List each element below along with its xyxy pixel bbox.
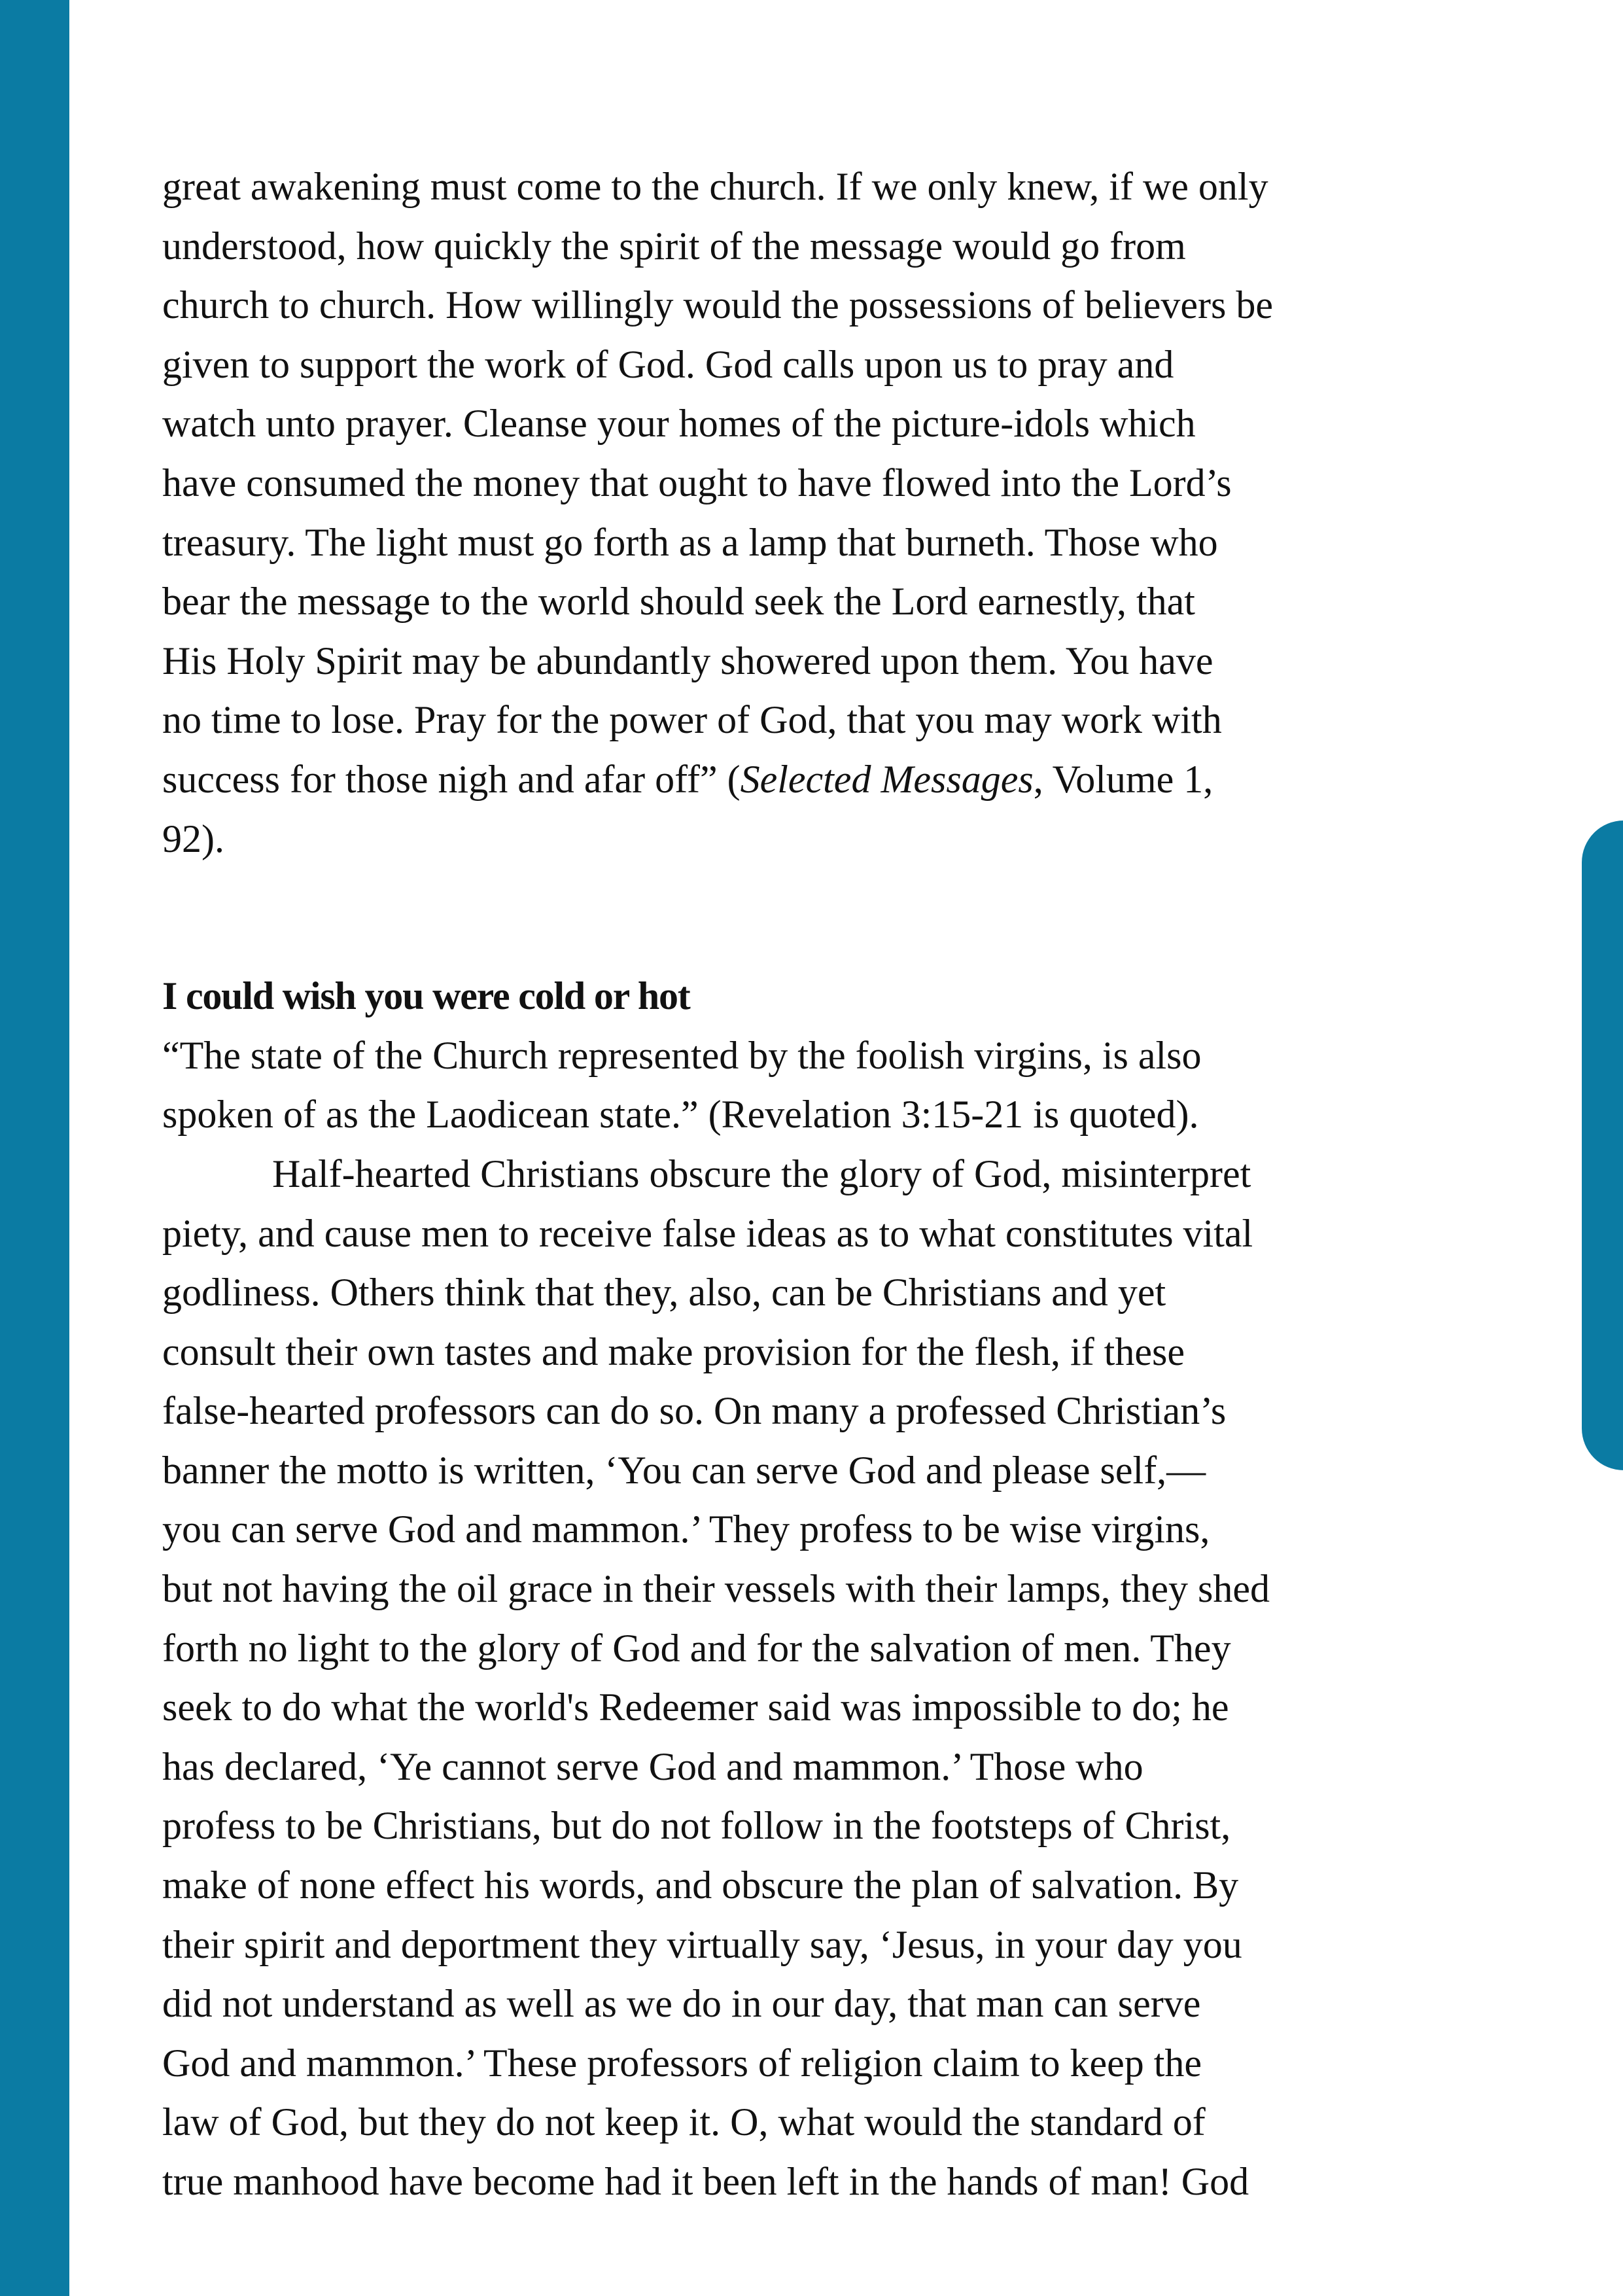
text-line: church to church. How willingly would the possessions of believers be — [162, 283, 1274, 327]
section-heading: I could wish you were cold or hot — [162, 974, 690, 1018]
text-line: you can serve God and mammon.’ They profess to be wise virgins, — [162, 1508, 1210, 1551]
text-line: false-hearted professors can do so. On many a professed Christian’s — [162, 1389, 1227, 1433]
text-line: “The state of the Church represented by the foolish virgins, is also — [162, 1033, 1202, 1077]
text-line: seek to do what the world's Redeemer said was impossible to do; he — [162, 1686, 1229, 1729]
citation-after: , Volume 1, — [1033, 757, 1213, 801]
citation-end-line: 92). — [162, 817, 224, 860]
citation-title: Selected Messages — [740, 757, 1034, 801]
text-line: but not having the oil grace in their vessels with their lamps, they shed — [162, 1567, 1270, 1611]
text-line: make of none effect his words, and obscure the plan of salvation. By — [162, 1863, 1239, 1907]
text-line: no time to lose. Pray for the power of God, that you may work with — [162, 698, 1222, 742]
text-line: banner the motto is written, ‘You can serve God and please self,— — [162, 1448, 1206, 1492]
text-line: given to support the work of God. God calls upon us to pray and — [162, 342, 1174, 386]
section-spacer — [162, 868, 1471, 966]
paragraph-continued — [162, 157, 1471, 868]
text-line: treasury. The light must go forth as a lamp that burneth. Those who — [162, 520, 1218, 564]
citation-before: success for those nigh and afar off” ( — [162, 757, 741, 801]
paragraph-main — [162, 1144, 1471, 2212]
text-line-indented: Half-hearted Christians obscure the glory of God, misinterpret — [272, 1152, 1251, 1195]
citation-line — [162, 750, 1471, 809]
text-line: has declared, ‘Ye cannot serve God and mammon.’ Those who — [162, 1744, 1143, 1788]
chapter-thumb-tab — [1582, 821, 1623, 1470]
page-body — [162, 157, 1471, 2212]
text-line: understood, how quickly the spirit of the message would go from — [162, 224, 1186, 268]
text-line: did not understand as well as we do in our day, that man can serve — [162, 1982, 1201, 2026]
text-line: God and mammon.’ These professors of religion claim to keep the — [162, 2041, 1202, 2085]
left-margin-bar — [0, 0, 69, 2296]
text-line: watch unto prayer. Cleanse your homes of the picture-idols which — [162, 402, 1196, 446]
text-line: their spirit and deportment they virtually say, ‘Jesus, in your day you — [162, 1922, 1242, 1966]
text-line: forth no light to the glory of God and for the salvation of men. They — [162, 1626, 1231, 1670]
text-line: piety, and cause men to receive false ideas as to what constitutes vital — [162, 1211, 1253, 1255]
quote-block — [162, 1026, 1471, 1144]
text-line: His Holy Spirit may be abundantly showered upon them. You have — [162, 639, 1213, 682]
text-line: consult their own tastes and make provision for the flesh, if these — [162, 1330, 1185, 1373]
text-line: great awakening must come to the church. If we only knew, if we only — [162, 165, 1268, 208]
text-line: have consumed the money that ought to have flowed into the Lord’s — [162, 461, 1232, 504]
text-line: godliness. Others think that they, also, can be Christians and yet — [162, 1271, 1166, 1315]
text-line: true manhood have become had it been left in the hands of man! God — [162, 2160, 1249, 2203]
text-line: law of God, but they do not keep it. O, what would the standard of — [162, 2100, 1206, 2144]
text-line: profess to be Christians, but do not follow in the footsteps of Christ, — [162, 1804, 1231, 1848]
text-line: spoken of as the Laodicean state.” (Revelation 3:15-21 is quoted). — [162, 1093, 1199, 1137]
text-line: bear the message to the world should seek the Lord earnestly, that — [162, 580, 1195, 624]
